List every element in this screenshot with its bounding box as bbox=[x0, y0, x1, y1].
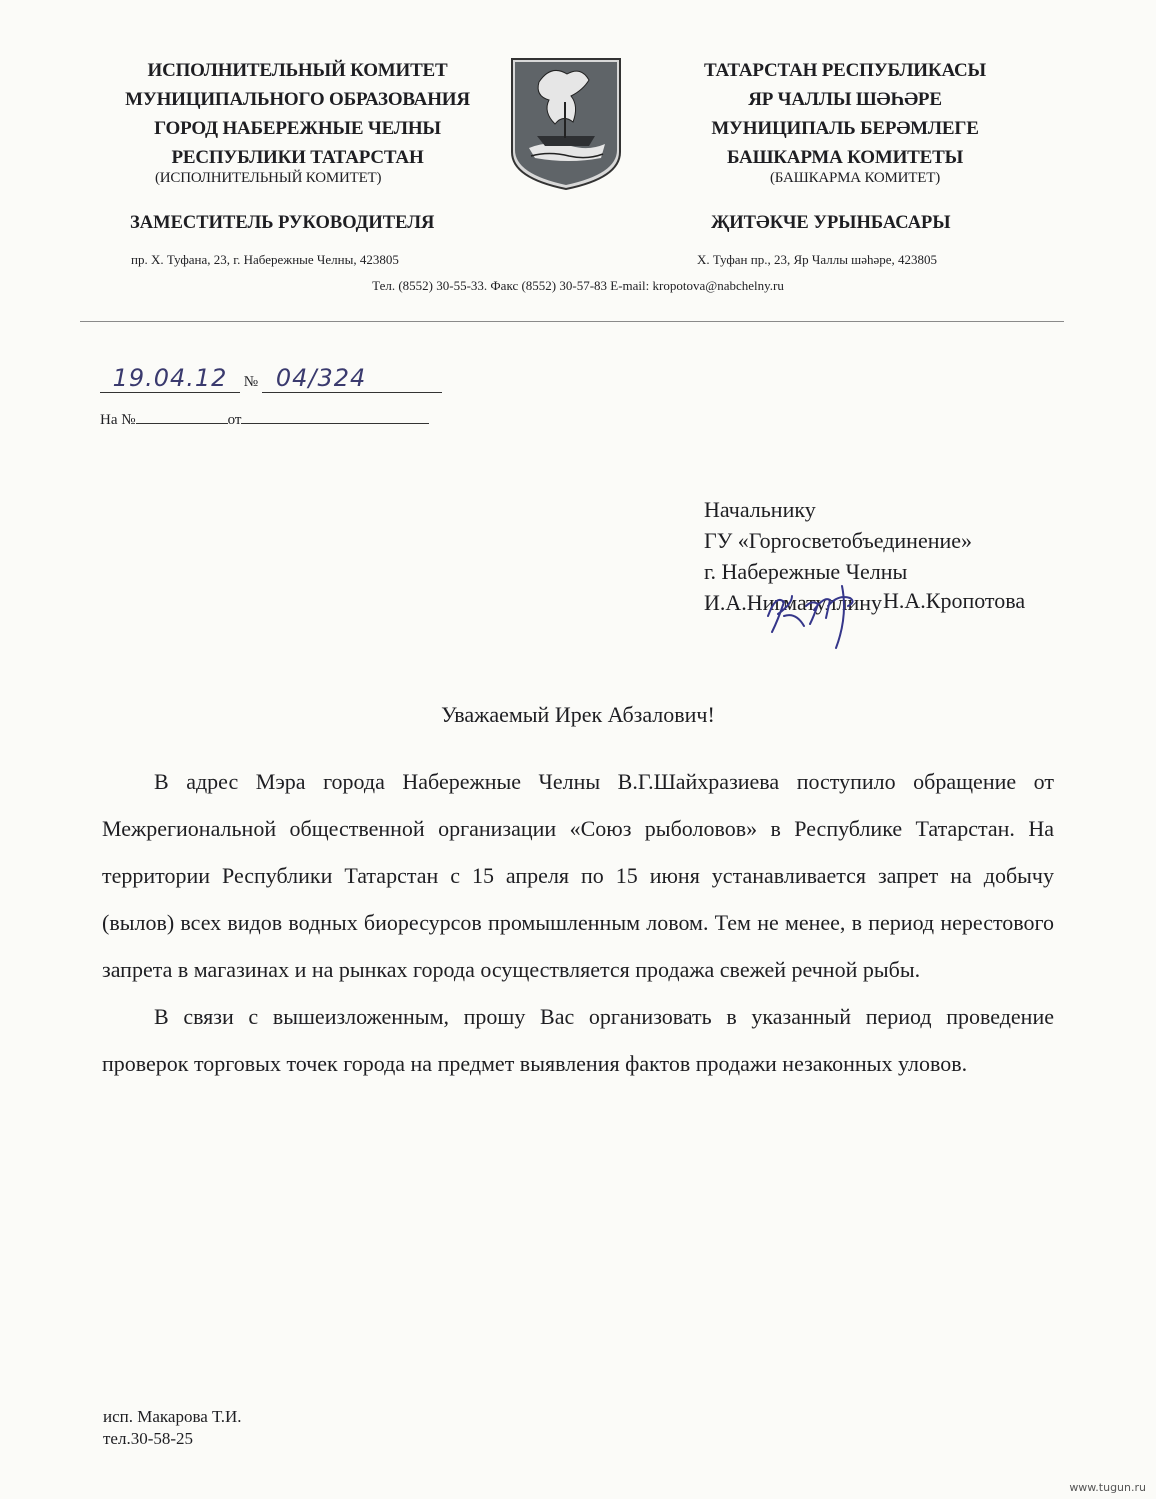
executor-block bbox=[103, 1406, 242, 1450]
addressee-line-3: г. Набережные Челны bbox=[704, 559, 908, 584]
paragraph-1: В адрес Мэра города Набережные Челны В.Г.Шайхразиева поступило обращение от Межрегиональной общественной организации «Союз рыболовов» в Республике Татарстан. На территории Республики Татарстан с 15 апреля по 15 июня устанавливается запрет на добычу (вылов) всех видов водных биоресурсов промышленным ловом. Тем не менее, в период нерестового запрета в магазинах и на рынках города осуществляется продажа свежей речной рыбы. bbox=[102, 769, 1054, 982]
reply-from-label: от bbox=[227, 412, 242, 428]
registration-date-number bbox=[100, 364, 442, 393]
addressee-line-4: И.А.Нигматуллину bbox=[704, 590, 882, 615]
role-title-left: ЗАМЕСТИТЕЛЬ РУКОВОДИТЕЛЯ bbox=[130, 213, 435, 233]
reply-number-label: На № bbox=[100, 412, 136, 428]
org-line-1: ИСПОЛНИТЕЛЬНЫЙ КОМИТЕТ bbox=[147, 60, 448, 81]
header-right-org bbox=[665, 56, 1025, 188]
registration-number: 04/324 bbox=[275, 364, 367, 392]
org-short-name: (ИСПОЛНИТЕЛЬНЫЙ КОМИТЕТ) bbox=[155, 170, 382, 186]
role-title-right: ҖИТӘКЧЕ УРЫНБАСАРЫ bbox=[711, 213, 951, 233]
registration-date: 19.04.12 bbox=[112, 364, 228, 392]
site-watermark: www.tugun.ru bbox=[1069, 1481, 1146, 1494]
header-divider bbox=[80, 321, 1064, 322]
org-line-3: ГОРОД НАБЕРЕЖНЫЕ ЧЕЛНЫ bbox=[154, 118, 441, 139]
org-tt-line-2: ЯР ЧАЛЛЫ ШӘҺӘРЕ bbox=[748, 89, 942, 110]
org-line-4: РЕСПУБЛИКИ ТАТАРСТАН bbox=[171, 147, 424, 168]
org-tt-line-4: БАШКАРМА КОМИТЕТЫ bbox=[726, 147, 964, 168]
org-tt-line-1: ТАТАРСТАН РЕСПУБЛИКАСЫ bbox=[703, 60, 987, 81]
header-left-org bbox=[110, 56, 485, 188]
reply-reference bbox=[100, 412, 429, 429]
org-tt-line-3: МУНИЦИПАЛЬ БЕРӘМЛЕГЕ bbox=[711, 118, 979, 139]
letter-body bbox=[102, 758, 1054, 1087]
salutation: Уважаемый Ирек Абзалович! bbox=[441, 702, 715, 727]
org-tt-short-name: (БАШКАРМА КОМИТЕТ) bbox=[770, 170, 940, 186]
org-line-2: МУНИЦИПАЛЬНОГО ОБРАЗОВАНИЯ bbox=[125, 89, 470, 110]
signer-name: Н.А.Кропотова bbox=[883, 588, 1026, 613]
executor-name: исп. Макарова Т.И. bbox=[103, 1407, 242, 1426]
contact-line: Тел. (8552) 30-55-33. Факс (8552) 30-57-83 E-mail: kropotova@nabchelny.ru bbox=[372, 278, 784, 293]
coat-of-arms-emblem bbox=[509, 56, 623, 192]
address-left: пр. Х. Туфана, 23, г. Набережные Челны, 423805 bbox=[131, 252, 399, 267]
handwritten-signature bbox=[762, 576, 872, 650]
number-label: № bbox=[243, 374, 259, 390]
addressee-line-1: Начальнику bbox=[704, 497, 816, 522]
address-right: Х. Туфан пр., 23, Яр Чаллы шәһәре, 423805 bbox=[697, 252, 937, 267]
executor-phone: тел.30-58-25 bbox=[103, 1429, 194, 1448]
addressee-line-2: ГУ «Горгосветобъединение» bbox=[704, 528, 973, 553]
paragraph-2: В связи с вышеизложенным, прошу Вас организовать в указанный период проведение проверок торговых точек города на предмет выявления фактов продажи незаконных уловов. bbox=[102, 1004, 1054, 1076]
